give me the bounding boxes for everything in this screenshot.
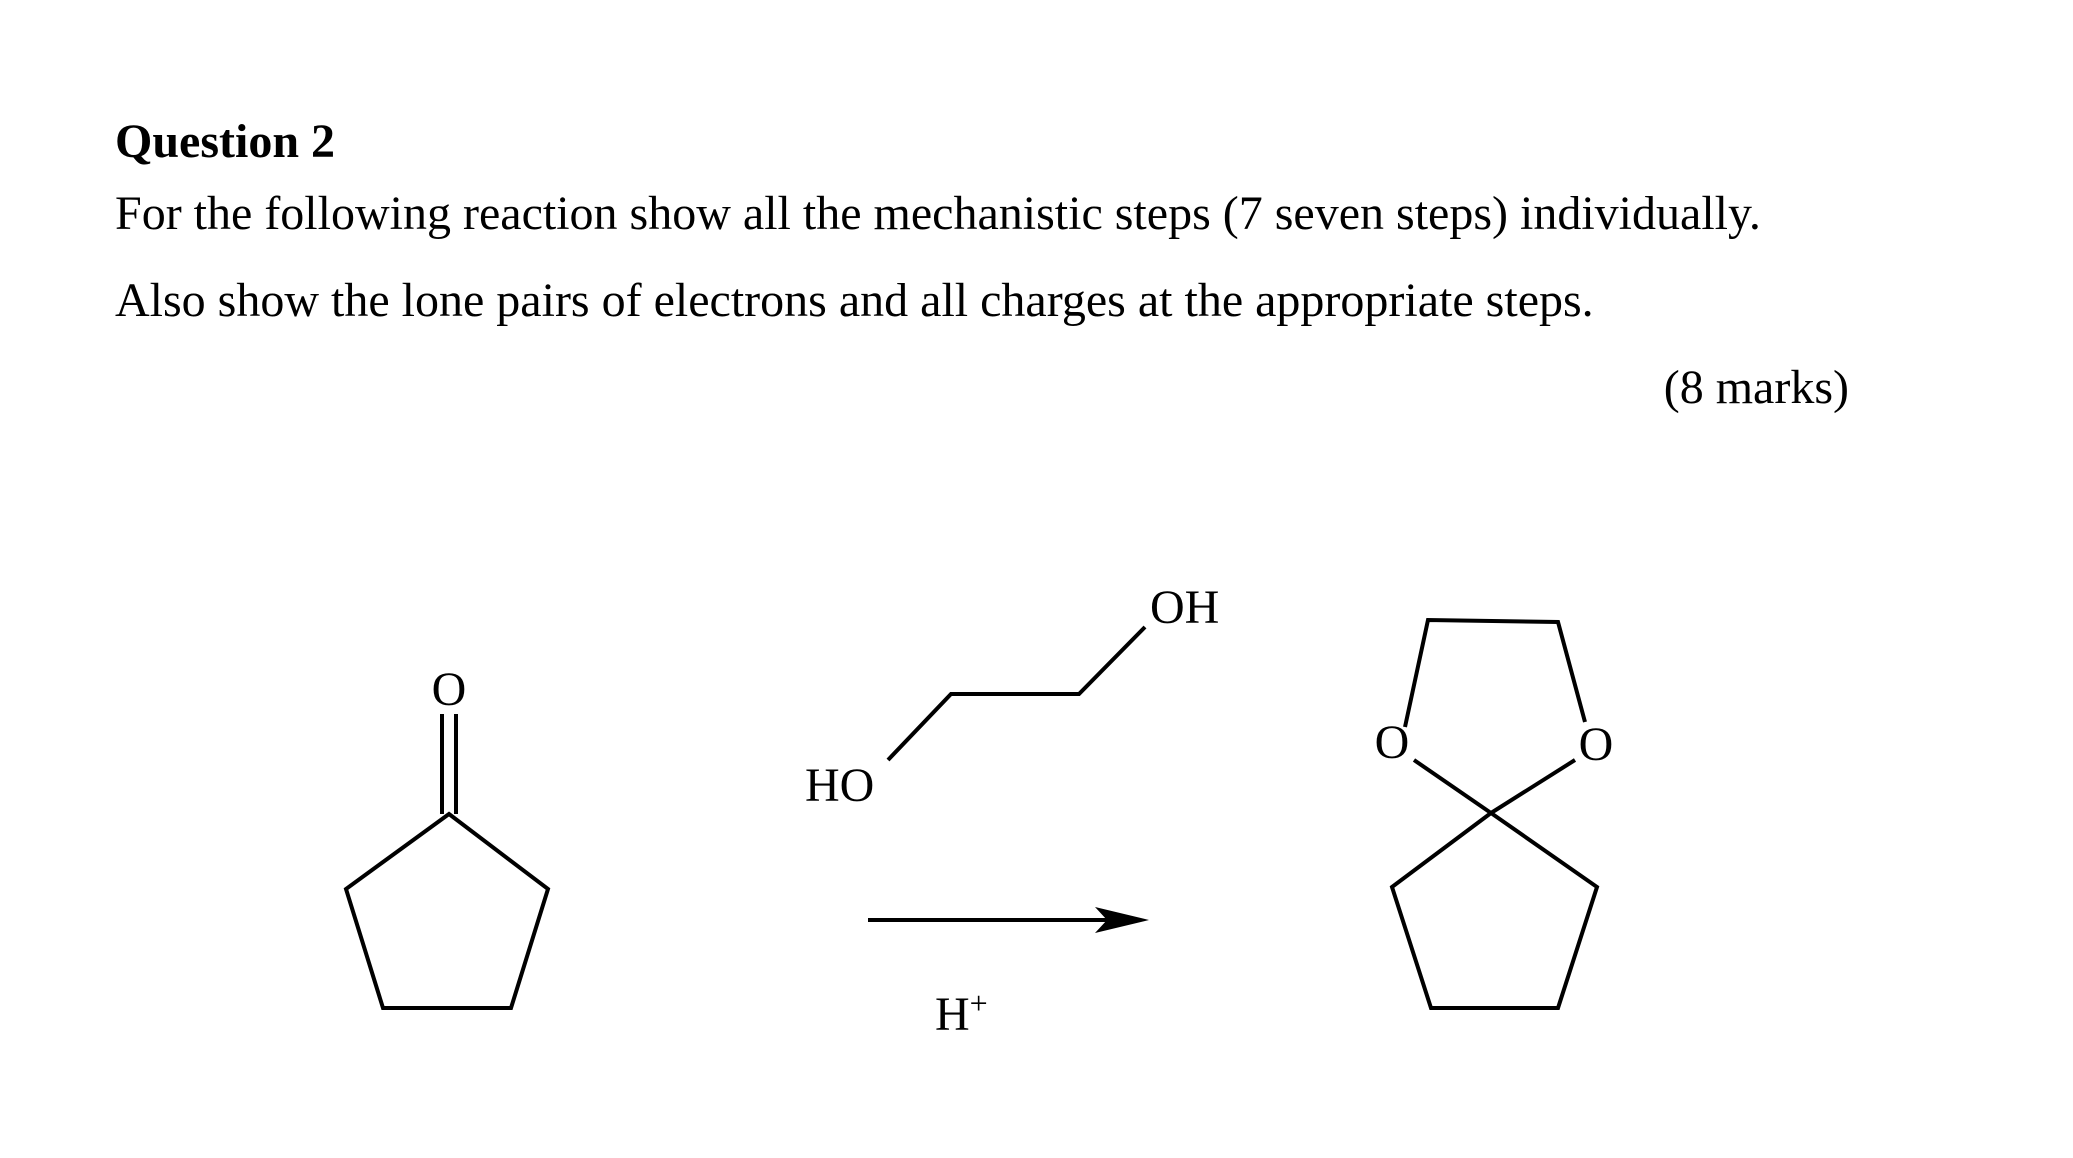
carbonyl-oxygen-label: O xyxy=(431,663,467,716)
reaction-arrow xyxy=(868,907,1149,933)
cyclopentanone-ring xyxy=(346,814,548,1008)
question-instruction-line-1: For the following reaction show all the mechanistic steps (7 seven steps) individually. xyxy=(115,187,1761,240)
product-oxygen-left-label: O xyxy=(1374,716,1410,769)
cyclopentanone-structure xyxy=(346,663,548,1008)
catalyst-label xyxy=(935,985,988,1041)
catalyst-charge-label: + xyxy=(969,985,988,1021)
question-instruction-line-2: Also show the lone pairs of electrons and all charges at the appropriate steps. xyxy=(115,274,1594,327)
spiro-bond-right-oxygen xyxy=(1491,760,1575,813)
product-oxygen-right-label: O xyxy=(1578,718,1614,771)
ethylene-glycol-structure xyxy=(805,581,1219,812)
diol-carbon-chain xyxy=(888,627,1145,760)
question-heading: Question 2 xyxy=(115,115,336,168)
catalyst-proton-label: H xyxy=(935,988,970,1041)
diol-hydroxyl-left-label: HO xyxy=(805,759,875,812)
spiroketal-product-structure xyxy=(1375,620,1614,1008)
diol-hydroxyl-top-label: OH xyxy=(1150,581,1220,634)
marks-allocation: (8 marks) xyxy=(1663,361,1849,414)
cyclopentane-ring xyxy=(1392,813,1597,1008)
spiro-bond-left-oxygen xyxy=(1414,760,1491,813)
dioxolane-ring-bonds xyxy=(1405,620,1585,727)
